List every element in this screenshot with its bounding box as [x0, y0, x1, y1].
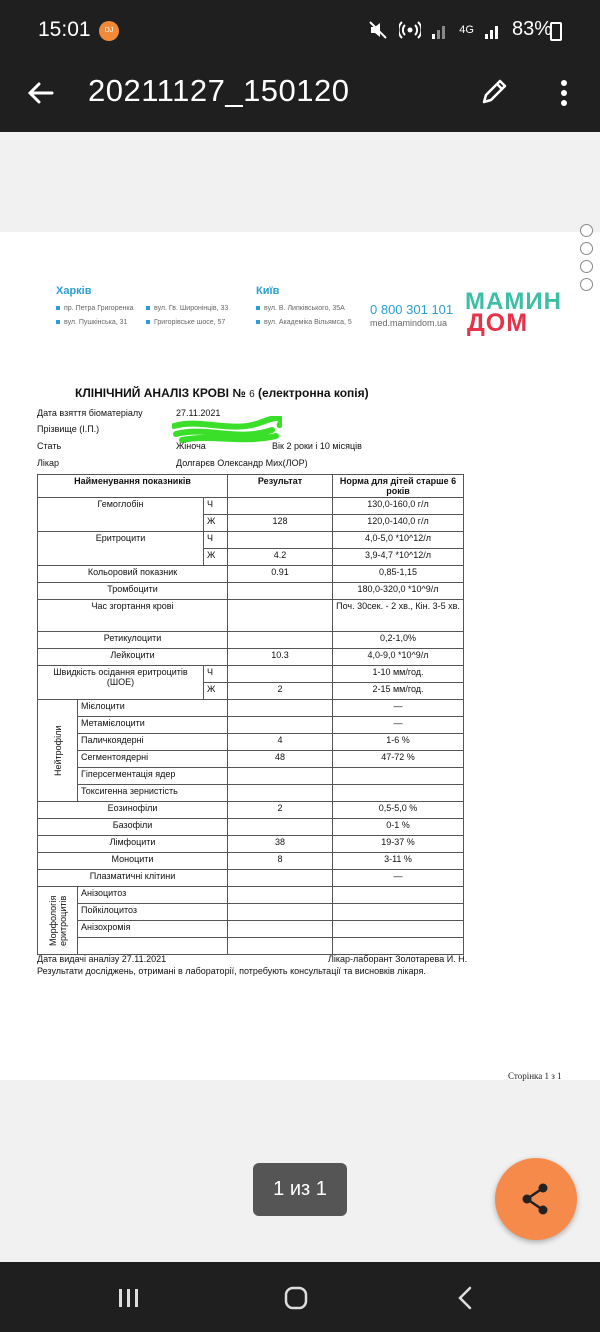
clinic-address: вул. Пушкінська, 31	[56, 319, 127, 326]
row-norm: 47-72 %	[333, 751, 464, 768]
signal-2-icon	[484, 20, 502, 40]
table-row	[38, 870, 464, 887]
clinic-logo-bottom: ДОМ	[467, 309, 529, 337]
row-norm: —	[333, 700, 464, 717]
row-name: Сегментоядерні	[78, 751, 228, 768]
report-number: 6	[249, 389, 255, 400]
hotspot-icon	[399, 19, 421, 41]
row-name: Тромбоцити	[38, 583, 228, 600]
table-row	[38, 853, 464, 870]
system-nav-bar	[0, 1262, 600, 1332]
row-name: Гіперсегментація ядер	[78, 768, 228, 785]
sex-label: Стать	[37, 441, 62, 451]
row-result: 128	[228, 515, 333, 532]
row-name: Паличкоядерні	[78, 734, 228, 751]
row-name: Лейкоцити	[38, 649, 228, 666]
table-row	[38, 717, 464, 734]
redaction-scribble	[172, 416, 282, 444]
status-bar	[0, 0, 600, 62]
row-result: 0.91	[228, 566, 333, 583]
header-name: Найменування показників	[38, 475, 228, 498]
row-norm: 120,0-140,0 г/л	[333, 515, 464, 532]
row-result: 4.2	[228, 549, 333, 566]
row-sex: Ч	[204, 666, 228, 683]
network-type: 4G	[459, 23, 474, 36]
row-result	[228, 921, 333, 938]
row-result	[228, 600, 333, 632]
share-icon	[495, 1158, 577, 1240]
row-norm: 4,0-9,0 *10^9/л	[333, 649, 464, 666]
table-row	[38, 583, 464, 600]
report-title	[75, 386, 369, 400]
sample-date-label: Дата взяття біоматеріалу	[37, 408, 143, 418]
row-norm: 0,5-5,0 %	[333, 802, 464, 819]
clinic-address: Григорівське шосе, 57	[146, 319, 225, 326]
doctor-value: Долгарєв Олександр Мих(ЛОР)	[176, 458, 308, 468]
signal-1-icon	[431, 20, 449, 40]
row-norm: 0,2-1,0%	[333, 632, 464, 649]
scroll-dot	[580, 242, 593, 255]
row-norm: Поч. 30сек. - 2 хв., Кін. 3-5 хв.	[333, 600, 464, 632]
battery-level: 83%	[511, 18, 552, 40]
row-sex: Ж	[204, 515, 228, 532]
row-name: Еритроцити	[38, 532, 204, 566]
row-result: 38	[228, 836, 333, 853]
row-result	[228, 870, 333, 887]
table-row	[38, 751, 464, 768]
row-result	[228, 666, 333, 683]
row-result: 48	[228, 751, 333, 768]
scroll-dot	[580, 224, 593, 237]
row-norm	[333, 938, 464, 955]
row-norm: 130,0-160,0 г/л	[333, 498, 464, 515]
row-result	[228, 785, 333, 802]
battery-icon	[550, 22, 562, 41]
row-name	[78, 938, 228, 955]
header-result: Результат	[228, 475, 333, 498]
disclaimer-note: Результати досліджень, отримані в лабораторії, потребують консультації та висновків лікаря.	[37, 966, 426, 976]
row-norm: 3-11 %	[333, 853, 464, 870]
table-header-row	[38, 475, 464, 498]
row-name: Базофіли	[38, 819, 228, 836]
more-options-icon[interactable]	[552, 76, 576, 110]
row-result: 4	[228, 734, 333, 751]
row-result	[228, 498, 333, 515]
clinic-phone: 0 800 301 101	[370, 302, 454, 317]
table-row	[38, 566, 464, 583]
share-button[interactable]	[495, 1158, 577, 1240]
row-norm: —	[333, 870, 464, 887]
app-bar	[0, 62, 600, 132]
row-name: Метамієлоцити	[78, 717, 228, 734]
row-norm	[333, 768, 464, 785]
row-name: Кольоровий показник	[38, 566, 228, 583]
table-row	[38, 938, 464, 955]
clinic-city-kharkiv: Харків	[56, 285, 92, 297]
mute-icon	[367, 19, 389, 41]
header-norm: Норма для дітей старше 6 років	[333, 475, 464, 498]
table-row	[38, 802, 464, 819]
row-norm: 3,9-4,7 *10^12/л	[333, 549, 464, 566]
table-row	[38, 887, 464, 904]
report-subtitle: (електронна копія)	[257, 386, 369, 400]
status-time: 15:01	[38, 18, 91, 41]
page-number: Сторінка 1 з 1	[508, 1071, 562, 1081]
row-result: 2	[228, 802, 333, 819]
row-sex: Ч	[204, 498, 228, 515]
results-table	[37, 474, 464, 955]
row-name: Швидкість осідання еритроцитів (ШОЕ)	[38, 666, 204, 700]
row-norm: 2-15 мм/год.	[333, 683, 464, 700]
row-sex: Ж	[204, 683, 228, 700]
table-row	[38, 666, 464, 683]
table-row	[38, 600, 464, 632]
row-name: Токсигенна зернистість	[78, 785, 228, 802]
row-norm: 19-37 %	[333, 836, 464, 853]
table-row	[38, 734, 464, 751]
row-name: Еозинофіли	[38, 802, 228, 819]
clinic-address: вул. Гв. Широнінців, 33	[146, 305, 228, 312]
back-arrow-icon[interactable]	[24, 76, 58, 110]
table-row	[38, 649, 464, 666]
table-row	[38, 819, 464, 836]
table-row	[38, 532, 464, 549]
home-icon[interactable]	[282, 1284, 310, 1312]
neutrophils-label: Нейтрофіли	[38, 700, 78, 802]
row-name: Ретикулоцити	[38, 632, 228, 649]
clinic-address: пр. Петра Григоренка	[56, 305, 133, 312]
row-norm	[333, 887, 464, 904]
table-row	[38, 700, 464, 717]
status-icons	[367, 18, 552, 41]
row-result	[228, 532, 333, 549]
table-row	[38, 836, 464, 853]
patient-name-label: Прізвище (І.П.)	[37, 424, 100, 434]
row-result	[228, 700, 333, 717]
back-nav-icon[interactable]	[454, 1284, 476, 1312]
row-result	[228, 632, 333, 649]
row-norm: —	[333, 717, 464, 734]
table-row	[38, 498, 464, 515]
row-name: Анізохромія	[78, 921, 228, 938]
row-name: Мієлоцити	[78, 700, 228, 717]
row-name: Анізоцитоз	[78, 887, 228, 904]
row-norm	[333, 904, 464, 921]
table-row	[38, 768, 464, 785]
table-row	[38, 921, 464, 938]
doctor-label: Лікар	[37, 458, 60, 468]
lab-doctor: Лікар-лаборант Золотарева И. Н.	[328, 954, 468, 964]
page-counter: 1 из 1	[253, 1163, 347, 1216]
morphology-label: Морфологія еритроцитів	[38, 887, 78, 955]
clinic-city-kyiv: Київ	[256, 285, 280, 297]
row-norm: 0-1 %	[333, 819, 464, 836]
row-norm: 180,0-320,0 *10^9/л	[333, 583, 464, 600]
row-name: Плазматичні клітини	[38, 870, 228, 887]
report-title-text: КЛІНІЧНИЙ АНАЛІЗ КРОВІ №	[75, 386, 246, 400]
document-title: 20211127_150120	[88, 73, 350, 108]
row-result: 2	[228, 683, 333, 700]
row-sex: Ж	[204, 549, 228, 566]
row-result	[228, 904, 333, 921]
row-name: Моноцити	[38, 853, 228, 870]
row-norm: 1-6 %	[333, 734, 464, 751]
sex-value: Жіноча	[176, 441, 206, 451]
row-name: Гемоглобін	[38, 498, 204, 532]
row-result	[228, 768, 333, 785]
row-result	[228, 717, 333, 734]
scroll-dot	[580, 278, 593, 291]
clinic-address: вул. В. Липківського, 35А	[256, 305, 345, 312]
clinic-logo-top: МАМИН	[465, 288, 562, 315]
clinic-website: med.mamindom.ua	[370, 318, 448, 328]
row-name: Лімфоцити	[38, 836, 228, 853]
row-name: Час згортання крові	[38, 600, 228, 632]
scroll-dot	[580, 260, 593, 273]
edit-pencil-icon[interactable]	[478, 76, 510, 108]
row-norm: 0,85-1,15	[333, 566, 464, 583]
table-row	[38, 904, 464, 921]
table-row	[38, 632, 464, 649]
row-norm: 4,0-5,0 *10^12/л	[333, 532, 464, 549]
row-sex: Ч	[204, 532, 228, 549]
issue-date: Дата видачі аналізу 27.11.2021	[37, 954, 167, 964]
row-result	[228, 583, 333, 600]
sample-date: 27.11.2021	[176, 408, 221, 418]
row-name: Пойкілоцитоз	[78, 904, 228, 921]
row-norm	[333, 785, 464, 802]
row-norm: 1-10 мм/год.	[333, 666, 464, 683]
recent-apps-icon[interactable]	[116, 1286, 142, 1310]
row-result: 8	[228, 853, 333, 870]
row-norm	[333, 921, 464, 938]
table-row	[38, 785, 464, 802]
page-scroll-indicator[interactable]	[580, 224, 594, 296]
row-result	[228, 819, 333, 836]
row-result: 10.3	[228, 649, 333, 666]
app-notification-icon: DJ	[99, 21, 119, 41]
row-result	[228, 887, 333, 904]
age-value: Вік 2 роки і 10 місяців	[272, 441, 362, 451]
row-result	[228, 938, 333, 955]
clinic-address: вул. Академіка Вільямса, 5	[256, 319, 352, 326]
